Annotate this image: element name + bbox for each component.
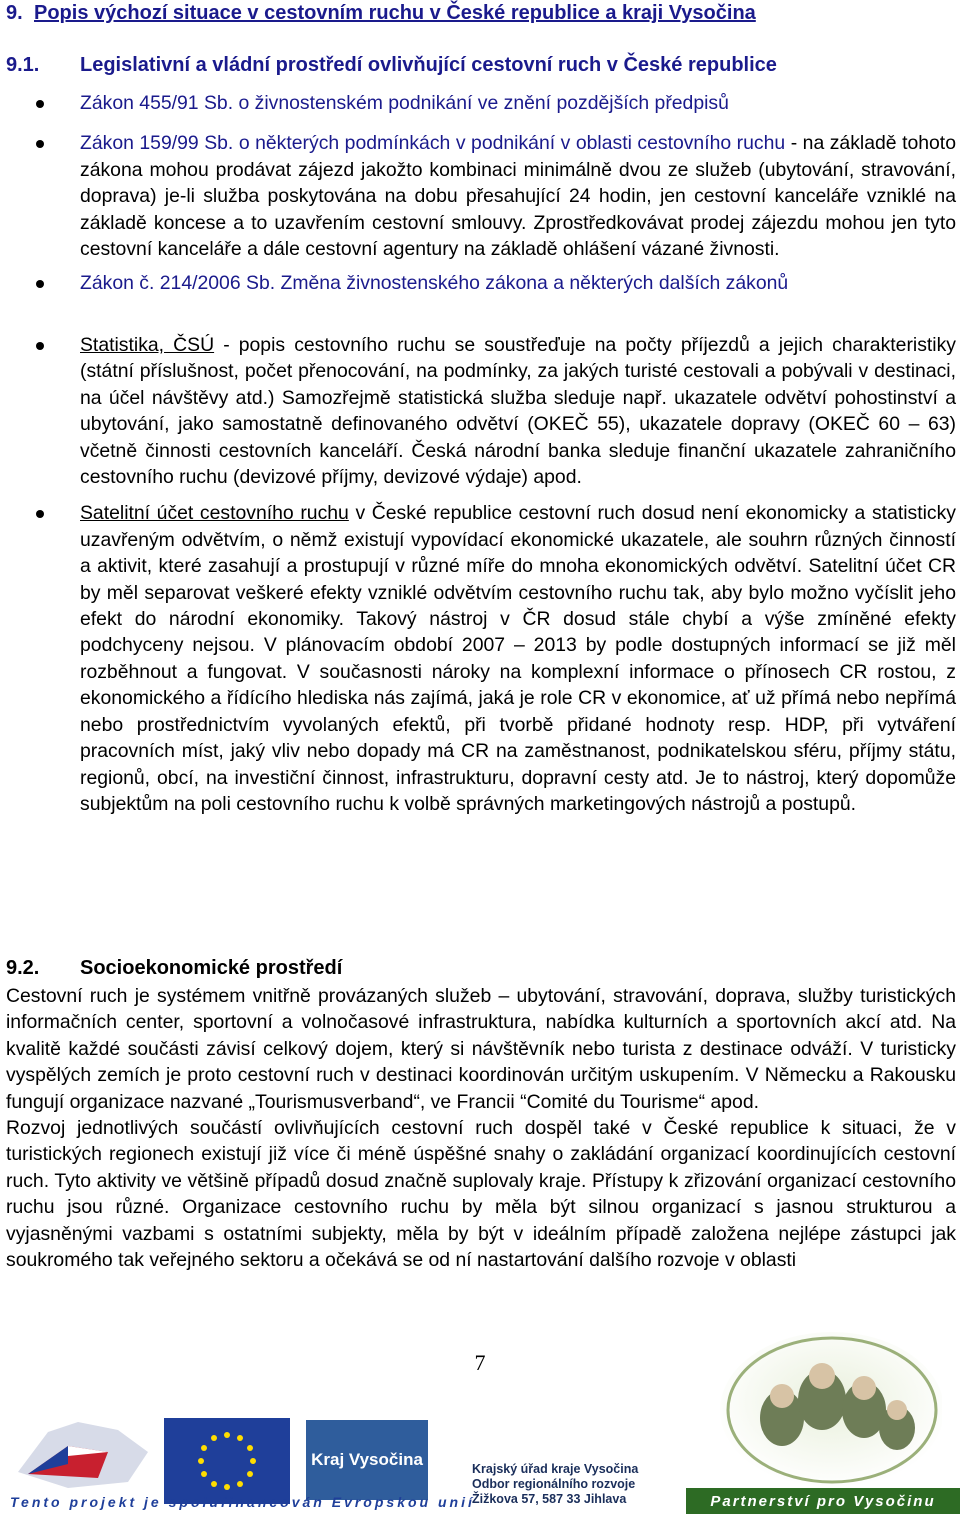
bullet-icon [36, 510, 44, 518]
office-department: Odbor regionálního rozvoje [472, 1477, 636, 1491]
bullet-icon [36, 140, 44, 148]
list-item [0, 500, 956, 817]
office-name: Krajský úřad kraje Vysočina [472, 1462, 639, 1476]
office-address: Žižkova 57, 587 33 Jihlava [472, 1492, 627, 1506]
chapter-heading [6, 2, 756, 25]
paragraph: Rozvoj jednotlivých součástí ovlivňujících cestovní ruch dospěl také v České republice k situaci, že v turistických regionech existují již více či méně úspěšné snahy o zakládání organizací koordinujících cestovní ruch. Tyto aktivity ve většině případů dosud značně suplovaly kraje. Přístupy k zřizování organizací cestovního ruchu jsou různé. Organizace cestovního ruchu by měla být silnou organizací s jasnou strukturou a vyjasněnými vazbami s ostatními subjekty, měla by být v ideálním případě založena nejlépe zástupci jak soukromého tak veřejného sektoru a očekává se od ní nastartování dalšího rozvoje v oblasti [6, 1117, 956, 1272]
regional-office-address [472, 1462, 638, 1507]
satellite-account-description: v České republice cestovní ruch dosud není ekonomicky a statisticky uzavřeným odvětvím, o němž existují vypovídací ekonomické ukazatele, ale souhrn různých činností a aktivit, které zasahují a prostupují v různé míře do mnoha ekonomických odvětví. Satelitní účet CR by měl separovat veškeré efekty vzniklé odvětvím cestovního ruchu tak, aby bylo možno vyčíslit jeho efekt do národní ekonomiky. Takový nástroj v ČR dosud stále chybí a výše zmíněné efekty podchyceny nejsou. V plánovacím období 2007 – 2013 by podle dostupných informací se již měl rozběhnout a fungovat. V současnosti nároky na komplexní informace o přínosech CR rostou, z ekonomického a řídícího hlediska nás zajímá, jaká je role CR v ekonomice, ať už přímá nebo nepřímá nebo prostřednictvím vyvolaných efektů, při tvorbě přidané hodnoty resp. HDP, při vytváření pracovních míst, jaký vliv nebo dopady má CR na zaměstnanost, podnikatelskou sféru, příjmy státu, regionů, obcí, na investiční činnost, infrastrukturu, dopravní cesty atd. Je to nástroj, který dopomůže subjektům na poli cestovního ruchu k volbě správných marketingových nástrojů a postupů. [80, 502, 956, 815]
statistics-list [0, 332, 956, 817]
law-link[interactable]: Zákon č. 214/2006 Sb. [80, 272, 276, 295]
satellite-account-link[interactable]: Satelitní účet cestovního ruchu [80, 502, 349, 525]
eu-cofinancing-text: Tento projekt je spolufinancován Evropskou unií [10, 1494, 475, 1510]
section-body [6, 983, 956, 1273]
list-item [0, 90, 956, 116]
list-item [0, 332, 956, 490]
law-link[interactable]: Zákon 455/91 Sb. o živnostenském podnikání ve znění pozdějších předpisů [80, 92, 729, 114]
statistics-link[interactable]: Statistika, ČSÚ [80, 334, 215, 356]
statistics-description: - popis cestovního ruchu se soustřeďuje na počty příjezdů a jejich charakteristiky (státní příslušnost, počet přenocování, na podmínky, za jakých turisté cestovali a pobývali v destinaci, na účel návštěvy atd.) Samozřejmě statistická služba sleduje např. ukazatele odvětví pohostinství a ubytování, jako samostatně definovaného odvětví (OKEČ 55), ukazatele dopravy (OKEČ 60 – 63) včetně činnosti cestovních kanceláří. Česká národní banka sleduje finanční ukazatele zahraničního cestovního ruchu (devizové příjmy, devizové výdaje) apod. [80, 334, 956, 489]
section-number: 9.2. [6, 957, 40, 979]
list-item [0, 270, 956, 296]
bullet-icon [36, 100, 44, 108]
legislation-list [0, 90, 956, 297]
kraj-vysocina-logo: Kraj Vysočina [306, 1420, 428, 1500]
list-item [0, 130, 956, 262]
chapter-title: Popis výchozí situace v cestovním ruchu v České republice a kraji Vysočina [34, 2, 756, 24]
law-description: Změna živnostenského zákona a některých dalších zákonů [275, 272, 789, 295]
czech-flag-europe-logo [8, 1412, 158, 1494]
law-link[interactable]: Zákon 159/99 Sb. o některých podmínkách v podnikání v oblasti cestovního ruchu [80, 132, 786, 155]
page-number: 7 [474, 1350, 486, 1375]
law-description: - na základě tohoto zákona mohou prodávat zájezd jakožto kombinaci minimálně dvou ze služeb (ubytování, stravování, doprava) je-li služba poskytována na dobu přesahující 24 hodin, jen cestovní kanceláře vzniklé na základě koncese a to uzavřením cestovní smlouvy. Zprostředkovávat prodej zájezdu mohou jen tyto cestovní kanceláře a dále cestovní agentury na základě ohlášení vázané živnosti. [80, 132, 956, 261]
section-title: Socioekonomické prostředí [80, 957, 343, 979]
section-heading-9-2 [6, 957, 342, 980]
chapter-number: 9. [6, 2, 23, 24]
section-title: Legislativní a vládní prostředí ovlivňující cestovní ruch v České republice [80, 54, 777, 76]
bullet-icon [36, 280, 44, 288]
section-number: 9.1. [6, 54, 40, 76]
paragraph: Cestovní ruch je systémem vnitřně provázaných služeb – ubytování, stravování, doprava, služby turistických informačních center, sportovní a volnočasové infrastruktura, nabídka kulturních a sportovních akcí atd. Na kvalitě každé součásti závisí celkový dojem, který si návštěvník nebo turista z destinace odváží. V turisticky vyspělých zemích je proto cestovní ruch v destinaci koordinován určitým uskupením. V Německu a Rakousku fungují organizace nazvané „Tourismusverband“, ve Francii “Comité du Tourisme“ apod. [6, 985, 956, 1113]
section-heading-9-1 [6, 54, 777, 77]
eu-flag-logo [164, 1418, 290, 1504]
bullet-icon [36, 342, 44, 350]
partnership-photo-image [712, 1328, 942, 1488]
partnerstvi-banner: Partnerství pro Vysočinu [686, 1488, 960, 1514]
